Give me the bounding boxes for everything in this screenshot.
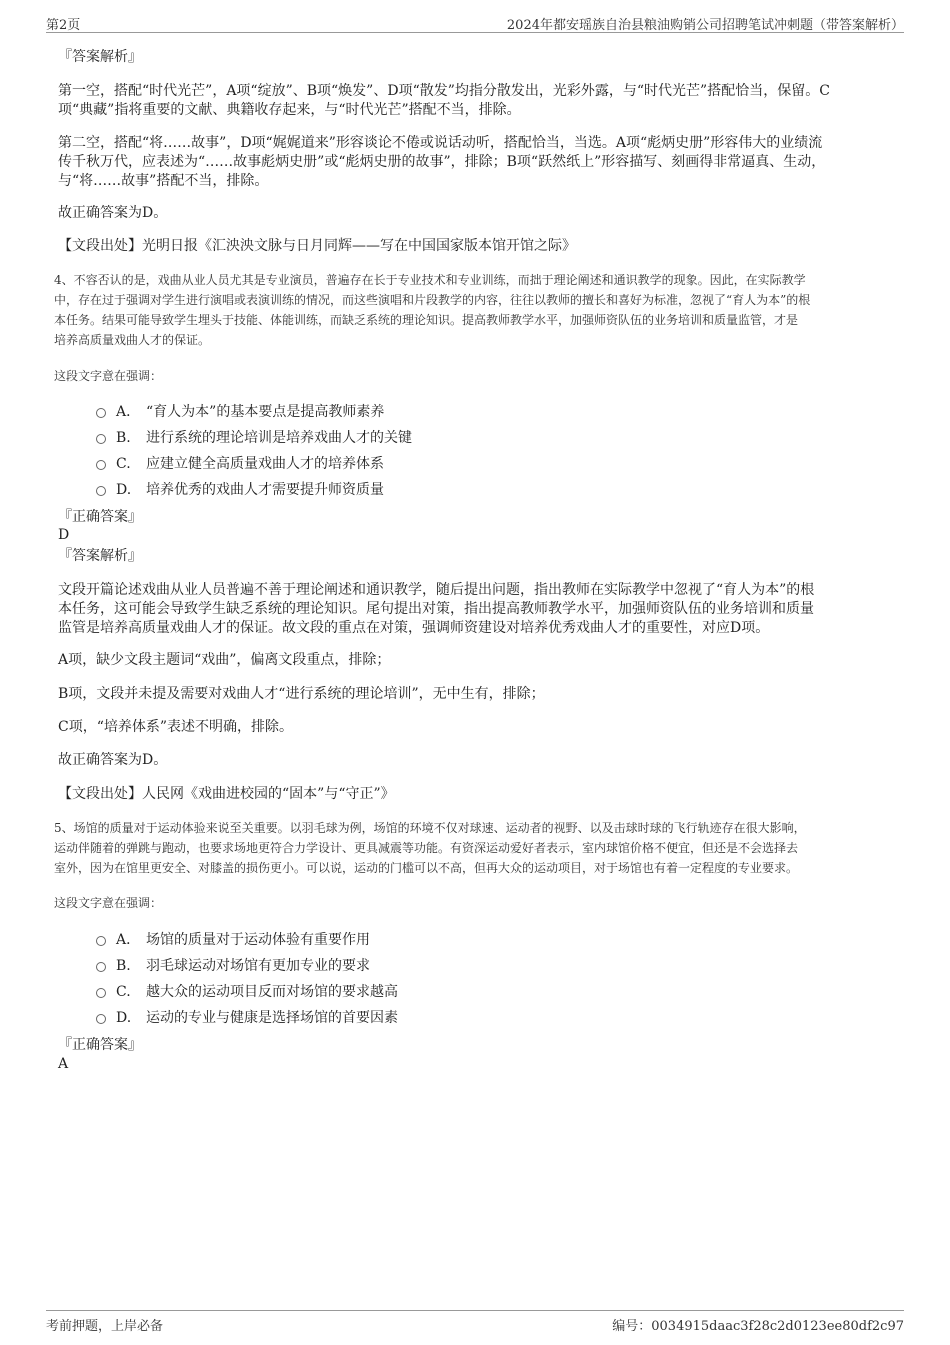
q5-correct-label: 『正确答案』: [58, 1037, 142, 1053]
page-header: [46, 12, 904, 33]
radio-icon[interactable]: [96, 936, 106, 946]
q4-correct-label: 『正确答案』: [58, 509, 142, 525]
footer-slogan: 考前押题，上岸必备: [46, 1319, 164, 1334]
q3-source: 【文段出处】光明日报《汇泱泱文脉与日月同辉——写在中国国家版本馆开馆之际》: [58, 238, 576, 254]
q4-option-d[interactable]: D. 培养优秀的戏曲人才需要提升师资质量: [96, 479, 384, 499]
document-title: 2024年都安瑶族自治县粮油购销公司招聘笔试冲刺题（带答案解析）: [506, 18, 904, 33]
q5-option-a[interactable]: A． 场馆的质量对于运动体验有重要作用: [96, 929, 370, 949]
document-code: 编号：0034915daac3f28c2d0123ee80df2c97: [612, 1319, 904, 1334]
radio-icon[interactable]: [96, 434, 106, 444]
q3-analysis-line: 与“将……故事”搭配不当，排除。: [58, 173, 269, 189]
q4-analysis-line: 本任务，这可能会导致学生缺乏系统的理论知识。尾句提出对策，指出提高教师教学水平，加强师资队伍的业务培训和质量: [58, 601, 814, 617]
q4-option-c[interactable]: C. 应建立健全高质量戏曲人才的培养体系: [96, 453, 384, 473]
q4-correct-answer: D: [58, 527, 70, 543]
q5-prompt: 这段文字意在强调：: [54, 896, 163, 910]
q4-prompt: 这段文字意在强调：: [54, 369, 163, 383]
q4-analysis-line: 监管是培养高质量戏曲人才的保证。故文段的重点在对策，强调师资建设对培养优秀戏曲人才的重要性，对应D项。: [58, 620, 770, 636]
q4-stem-line: 4、不容否认的是，戏曲从业人员尤其是专业演员，普遍存在长于专业技术和专业训练，而拙于理论阐述和通识教学的现象。因此，在实际教学: [54, 273, 806, 287]
q4-stem-line: 本任务。结果可能导致学生埋头于技能、体能训练，而缺乏系统的理论知识。提高教师教学水平，加强师资队伍的业务培训和质量监管，才是: [54, 313, 799, 327]
page-footer: [46, 1310, 904, 1333]
q5-stem-line: 运动伴随着的弹跳与跑动，也要求场地更符合力学设计、更具减震等功能。有资深运动爱好者表示，室内球馆价格不便宜，但还是不会选择去: [54, 841, 799, 855]
radio-icon[interactable]: [96, 486, 106, 496]
q4-analysis-c: C项，“培养体系”表述不明确，排除。: [58, 719, 294, 735]
q4-stem-line: 培养高质量戏曲人才的保证。: [54, 333, 211, 347]
q5-stem-line: 室外，因为在馆里更安全、对膝盖的损伤更小。可以说，运动的门槛可以不高，但再大众的运动项目，对于场馆也有着一定程度的专业要求。: [54, 861, 799, 875]
q5-option-d[interactable]: D. 运动的专业与健康是选择场馆的首要因素: [96, 1007, 398, 1027]
radio-icon[interactable]: [96, 988, 106, 998]
q3-analysis-line: 第一空，搭配“时代光芒”，A项“绽放”、B项“焕发”、D项“散发”均指分散发出，光彩外露，与“时代光芒”搭配恰当，保留。C: [58, 83, 830, 99]
q5-option-b[interactable]: B. 羽毛球运动对场馆有更加专业的要求: [96, 955, 370, 975]
q3-analysis-label: 『答案解析』: [58, 49, 142, 65]
q4-stem-line: 中，存在过于强调对学生进行演唱或表演训练的情况，而这些演唱和片段教学的内容，往往以教师的擅长和喜好为标准，忽视了“育人为本”的根: [54, 293, 811, 307]
radio-icon[interactable]: [96, 460, 106, 470]
radio-icon[interactable]: [96, 1014, 106, 1024]
q3-conclusion: 故正确答案为D。: [58, 205, 168, 221]
q4-analysis-label: 『答案解析』: [58, 548, 142, 564]
q3-analysis-line: 项“典藏”指将重要的文献、典籍收存起来，与“时代光芒”搭配不当，排除。: [58, 102, 521, 118]
q4-option-a[interactable]: A． “育人为本”的基本要点是提高教师素养: [96, 401, 384, 421]
q4-analysis-b: B项，文段并未提及需要对戏曲人才“进行系统的理论培训”，无中生有，排除；: [58, 686, 545, 702]
q3-analysis-line: 传千秋万代，应表述为“……故事彪炳史册”或“彪炳史册的故事”，排除；B项“跃然纸上”形容描写、刻画得非常逼真、生动，: [58, 154, 826, 170]
q4-analysis-a: A项，缺少文段主题词“戏曲”，偏离文段重点，排除；: [58, 652, 391, 668]
q5-correct-answer: A: [58, 1056, 69, 1072]
q5-option-c[interactable]: C. 越大众的运动项目反而对场馆的要求越高: [96, 981, 398, 1001]
radio-icon[interactable]: [96, 962, 106, 972]
radio-icon[interactable]: [96, 408, 106, 418]
q3-analysis-line: 第二空，搭配“将……故事”，D项“娓娓道来”形容谈论不倦或说话动听，搭配恰当，当选。A项“彪炳史册”形容伟大的业绩流: [58, 135, 823, 151]
q4-analysis-line: 文段开篇论述戏曲从业人员普遍不善于理论阐述和通识教学，随后提出问题，指出教师在实际教学中忽视了“育人为本”的根: [58, 582, 815, 598]
q4-option-b[interactable]: B. 进行系统的理论培训是培养戏曲人才的关键: [96, 427, 412, 447]
q4-source: 【文段出处】人民网《戏曲进校园的“固本”与“守正”》: [58, 786, 395, 802]
q4-conclusion: 故正确答案为D。: [58, 752, 168, 768]
page-number: 第2页: [46, 18, 81, 33]
q5-stem-line: 5、场馆的质量对于运动体验来说至关重要。以羽毛球为例，场馆的环境不仅对球速、运动者的视野、以及击球时球的飞行轨迹存在很大影响，: [54, 821, 806, 835]
